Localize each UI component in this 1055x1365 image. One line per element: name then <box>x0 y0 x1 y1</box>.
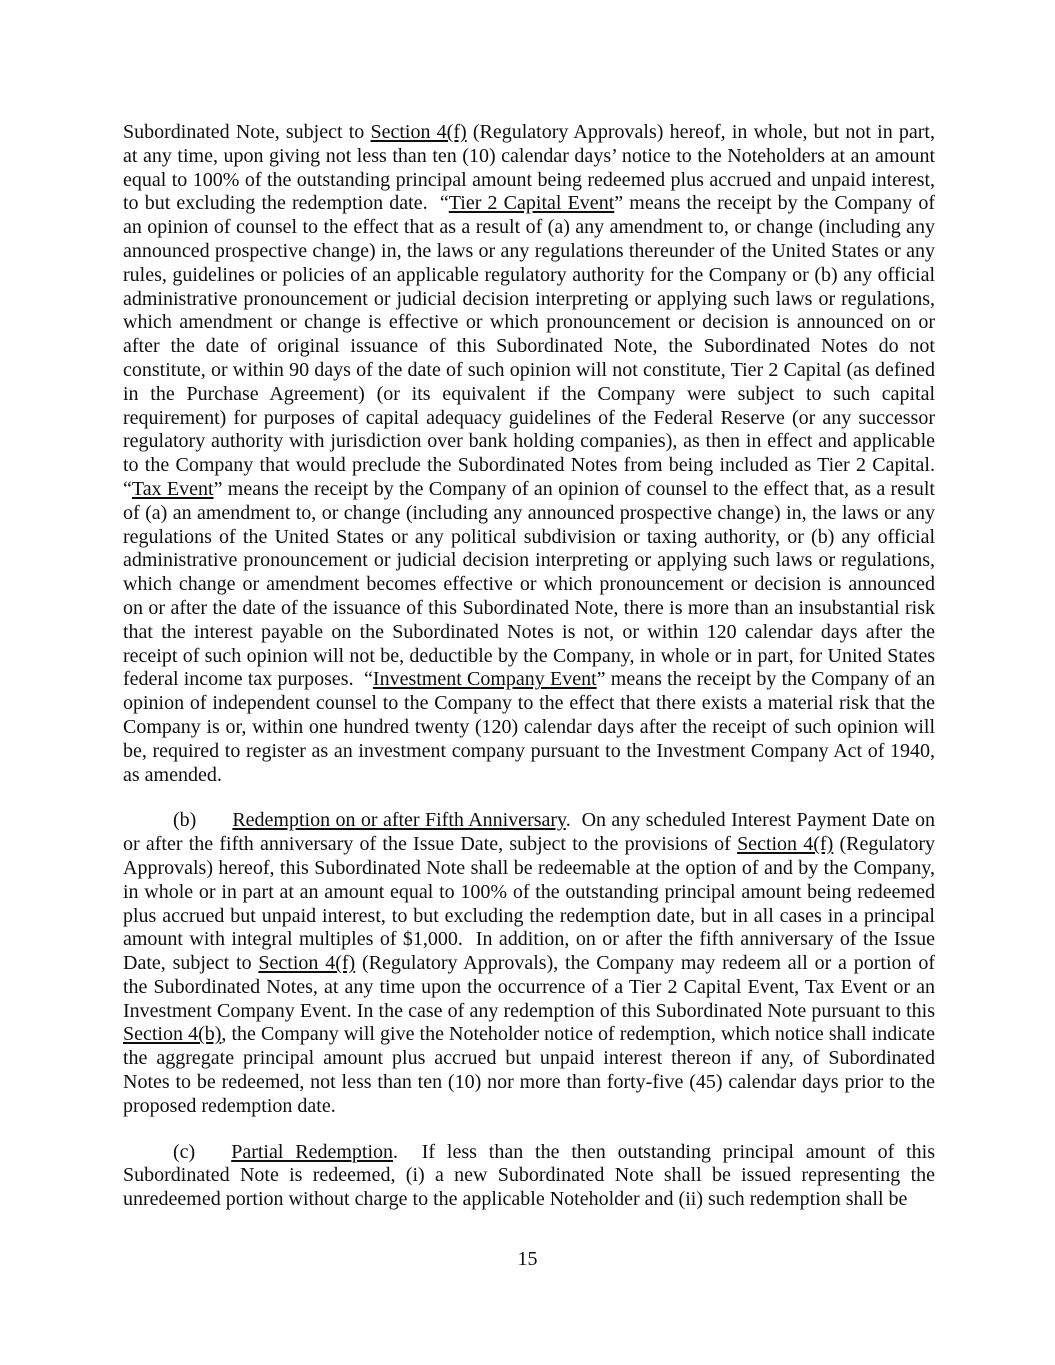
underlined-term: Redemption on or after Fifth Anniversary <box>232 809 566 832</box>
underlined-term: Section 4(f) <box>370 121 467 143</box>
underlined-term: Tier 2 Capital Event <box>448 192 615 215</box>
page-number: 15 <box>517 1248 538 1270</box>
text-segment: Subordinated Note, subject to <box>123 121 371 143</box>
underlined-term: Partial Redemption <box>231 1140 394 1163</box>
text-segment: (b) <box>173 809 197 832</box>
paragraph-definitions <box>123 121 945 787</box>
underlined-term: Section 4(f) <box>737 833 834 856</box>
paragraph-c-partial-redemption <box>123 1140 940 1212</box>
text-segment: (Regulatory Approvals) hereof, this Subordinated Note shall be redeemable at the option of and by the Company, in whole or in part at an amount equal to 100% of the outstanding principal amount being redeemed plus accrued but unpaid interest, to but excluding the redemption date, but in all cases in a principal amount with integral multiples of $1,000. In addition, on or after the fifth anniversary of the Issue Date, subject to <box>123 833 940 975</box>
text-segment: . On any scheduled Interest Payment Date on or after the fifth anniversary of the Issue Date, subject to the provisions of <box>123 809 941 856</box>
text-segment: , the Company will give the Noteholder notice of redemption, which notice shall indicate the aggregate principal amount plus accrued but unpaid interest thereon if any, of Subordinated Notes to be redeemed, not less than ten (10) nor more than forty-five (45) calendar days prior to the proposed redemption date. <box>123 1023 940 1117</box>
underlined-term: Section 4(f) <box>258 952 356 975</box>
underlined-term: Investment Company Event <box>372 668 597 691</box>
underlined-term: Tax Event <box>131 477 214 500</box>
paragraph-b-redemption-fifth-anniversary <box>123 809 941 1118</box>
text-segment: ” means the receipt by the Company of an opinion of counsel to the effect that as a result of (a) any amendment to, or change (including any announced prospective change) in, the laws or any regulations thereunder of the United States or any rules, guidelines or policies of an applicable regulatory authority for the Company or (b) any official administrative pronouncement or judicial decision interpreting or applying such laws or regulations, which amendment or change is effective or which pronouncement or decision is announced on or after the date of original issuance of this Subordinated Note, the Subordinated Notes do not constitute, or within 90 days of the date of such opinion will not constitute, Tier 2 Capital (as defined in the Purchase Agreement) (or its equivalent if the Company were subject to such capital requirement) for purposes of capital adequacy guidelines of the Federal Reserve (or any successor regulatory authority with jurisdiction over bank holding companies), as then in effect and applicable to the Company that would preclude the Subordinated Notes from being included as Tier 2 Capital. “ <box>123 192 945 500</box>
text-segment: (Regulatory Approvals), the Company may redeem all or a portion of the Subordinated Notes, at any time upon the occurrence of a Tier 2 Capital Event, Tax Event or an Investment Company Event. In the case of any redemption of this Subordinated Note pursuant to this <box>123 952 940 1022</box>
underlined-term: Section 4(b) <box>123 1023 222 1046</box>
text-segment: ” means the receipt by the Company of an opinion of counsel to the effect that, as a result of (a) an amendment to, or change (including any announced prospective change) in, the laws or any regulations of the United States or any political subdivision or taxing authority, or (b) any official administrative pronouncement or judicial decision interpreting or applying such laws or regulations, which change or amendment becomes effective or which pronouncement or decision is announced on or after the date of the issuance of this Subordinated Note, there is more than an insubstantial risk that the interest payable on the Subordinated Notes is not, or within 120 calendar days after the receipt of such opinion will not be, deductible by the Company, in whole or in part, for United States federal income tax purposes. “ <box>123 477 940 691</box>
text-segment: . If less than the then outstanding principal amount of this Subordinated Note is redeemed, (i) a new Subordinated Note shall be issued representing the unredeemed portion without charge to the applicable Noteholder and (ii) such redemption shall be <box>123 1140 940 1211</box>
text-segment: ” means the receipt by the Company of an opinion of independent counsel to the Company to the effect that there exists a material risk that the Company is or, within one hundred twenty (120) calendar days after the receipt of such opinion will be, required to register as an investment company pursuant to the Investment Company Act of 1940, as amended. <box>123 668 940 786</box>
text-segment: (Regulatory Approvals) hereof, in whole, but not in part, at any time, upon giving not less than ten (10) calendar days’ notice to the Noteholders at an amount equal to 100% of the outstanding principal amount being redeemed plus accrued and unpaid interest, to but excluding the redemption date. “ <box>123 121 940 215</box>
text-segment: (c) <box>173 1140 196 1163</box>
document-body <box>123 121 945 1212</box>
